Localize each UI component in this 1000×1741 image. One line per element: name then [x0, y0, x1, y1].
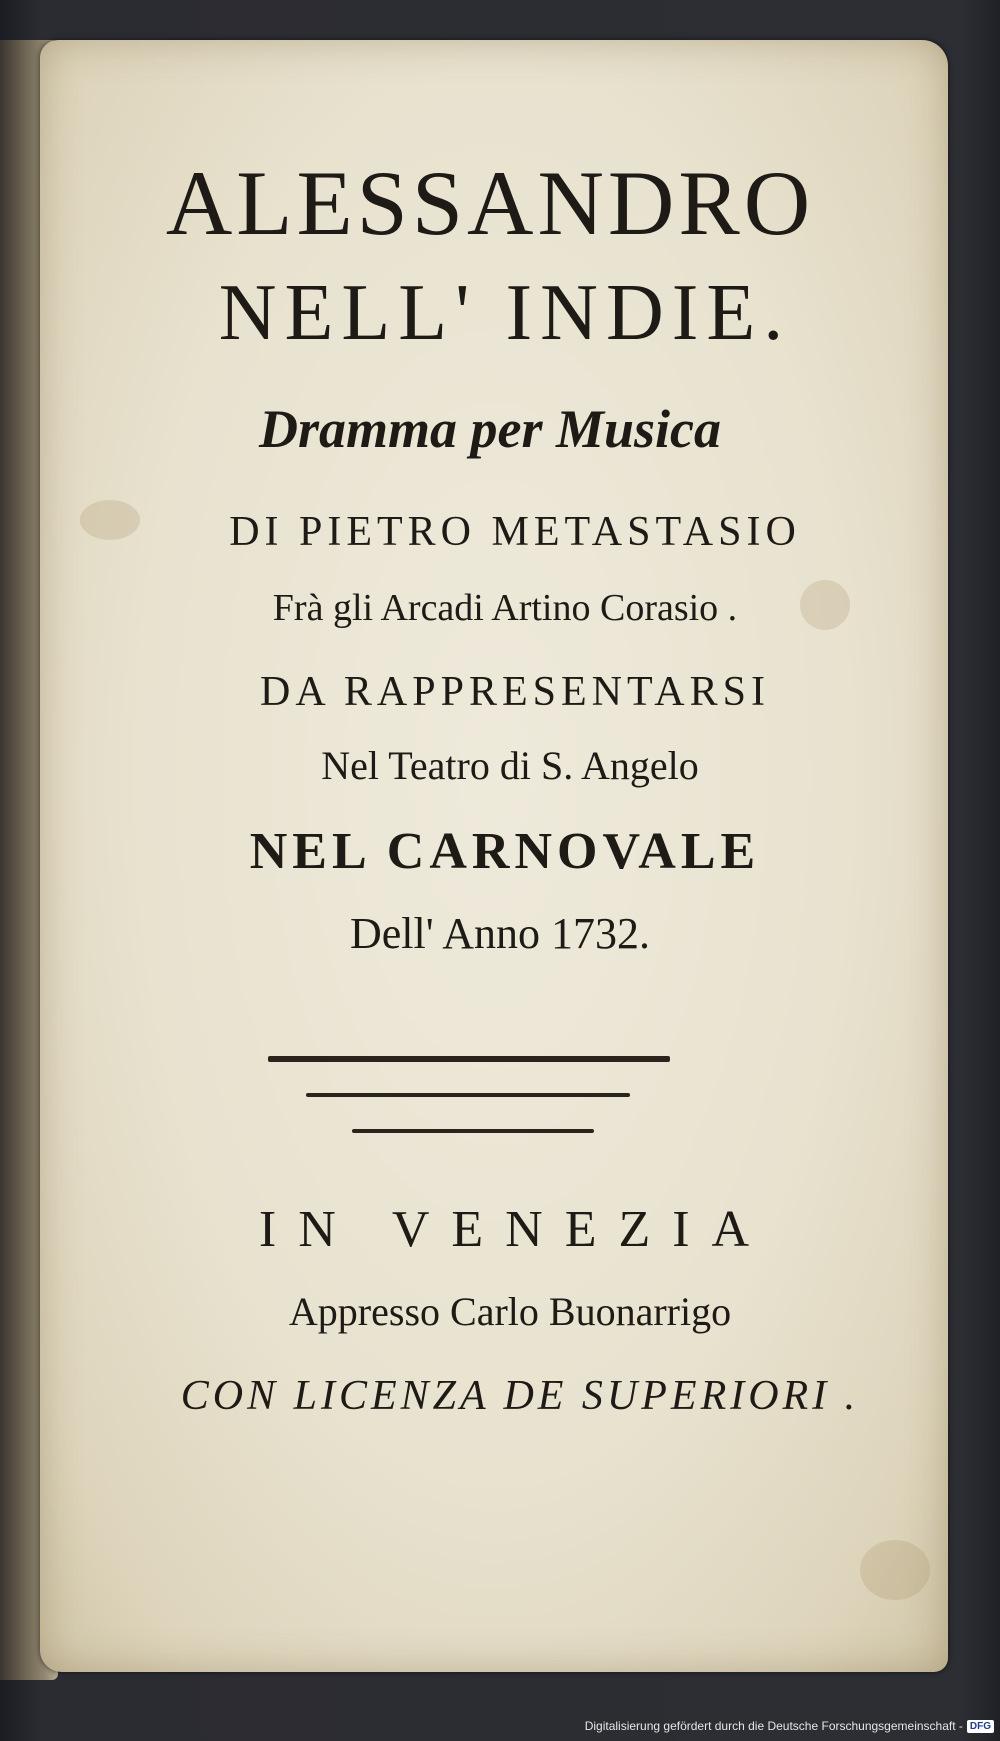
- paper-stain: [860, 1540, 930, 1600]
- imprint-printer: Appresso Carlo Buonarrigo: [288, 1289, 732, 1334]
- performance-line: DA RAPPRESENTARSI: [260, 669, 770, 715]
- theatre-line: Nel Teatro di S. Angelo: [321, 743, 699, 788]
- ornamental-rule: [268, 1056, 670, 1062]
- dfg-logo: DFG: [967, 1720, 994, 1733]
- author-line: DI PIETRO METASTASIO: [229, 509, 801, 555]
- imprint-city: IN VENEZIA: [258, 1201, 772, 1258]
- ornamental-rule: [306, 1093, 630, 1097]
- year-line: Dell' Anno 1732.: [349, 909, 651, 958]
- book-subtitle: NELL' INDIE.: [218, 269, 792, 357]
- arcadian-name-line: Frà gli Arcadi Artino Corasio .: [272, 587, 738, 629]
- genre-line: Dramma per Musica: [258, 399, 722, 459]
- digitization-credit: [585, 1715, 994, 1737]
- season-line: NEL CARNOVALE: [249, 823, 761, 880]
- credit-text: Digitalisierung gefördert durch die Deutsche Forschungsgemeinschaft -: [584, 1719, 963, 1733]
- ornamental-rule: [352, 1129, 594, 1133]
- book-title: ALESSANDRO: [165, 152, 815, 254]
- license-line: CON LICENZA DE SUPERIORI .: [180, 1373, 860, 1419]
